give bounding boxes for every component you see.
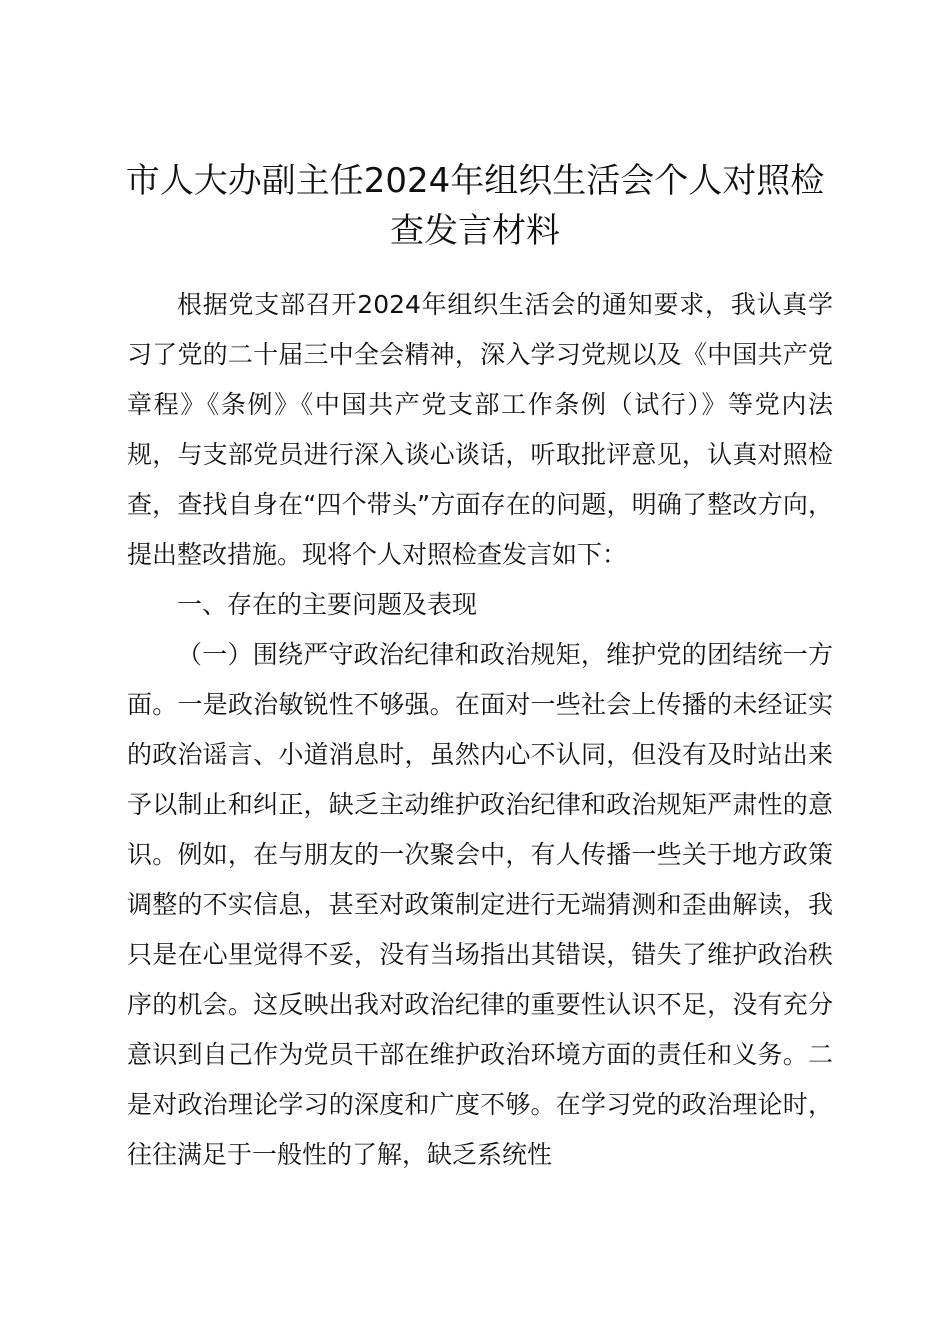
document-body [127, 280, 833, 1180]
section-paragraph: （一）围绕严守政治纪律和政治规矩，维护党的团结统一方面。一是政治敏锐性不够强。在面对一些社会上传播的未经证实的政治谣言、小道消息时，虽然内心不认同，但没有及时站出来予以制止和纠正，缺乏主动维护政治纪律和政治规矩严肃性的意识。例如，在与朋友的一次聚会中，有人传播一些关于地方政策调整的不实信息，甚至对政策制定进行无端猜测和歪曲解读，我只是在心里觉得不妥，没有当场指出其错误，错失了维护政治秩序的机会。这反映出我对政治纪律的重要性认识不足，没有充分意识到自己作为党员干部在维护政治环境方面的责任和义务。二是对政治理论学习的深度和广度不够。在学习党的政治理论时，往往满足于一般性的了解，缺乏系统性 [127, 640, 833, 1169]
section-heading: 一、存在的主要问题及表现 [177, 590, 478, 619]
document-title: 市人大办副主任2024年组织生活会个人对照检查发言材料 [125, 161, 825, 251]
intro-paragraph: 根据党支部召开2024年组织生活会的通知要求，我认真学习了党的二十届三中全会精神，深入学习党规以及《中国共产党章程》《条例》《中国共产党支部工作条例（试行）》等党内法规，与支部党员进行深入谈心谈话，听取批评意见，认真对照检查，查找自身在“四个带头”方面存在的问题，明确了整改方向，提出整改措施。现将个人对照检查发言如下： [127, 290, 833, 569]
